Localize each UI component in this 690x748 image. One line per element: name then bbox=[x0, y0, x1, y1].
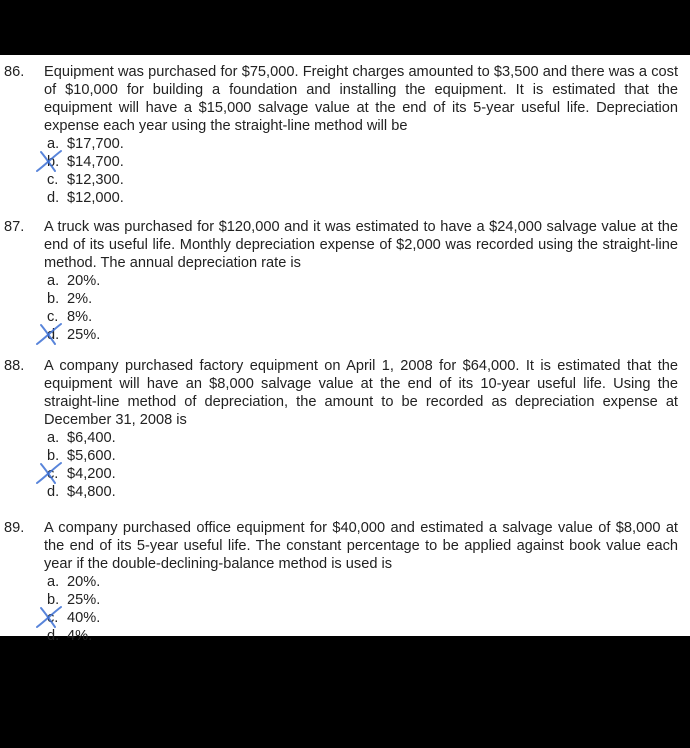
answer-option[interactable] bbox=[47, 627, 100, 645]
question-stem: A company purchased office equipment for $40,000 and estimated a salvage value of $8,000 at the end of its 5-year useful life. The constant percentage to be applied against book value each year if the double-declining-balance method is used is bbox=[44, 520, 678, 572]
option-letter: c. bbox=[47, 309, 59, 325]
question-number: 87. bbox=[4, 219, 25, 235]
answer-options bbox=[47, 573, 100, 645]
option-text: $12,300. bbox=[67, 172, 124, 188]
option-letter: d. bbox=[47, 628, 60, 644]
option-letter: b. bbox=[47, 448, 60, 464]
option-letter: c. bbox=[47, 610, 59, 626]
handwritten-x-mark-icon bbox=[35, 461, 63, 485]
answer-option[interactable] bbox=[47, 272, 100, 290]
answer-option[interactable] bbox=[47, 171, 124, 189]
option-text: $17,700. bbox=[67, 136, 124, 152]
option-text: $4,200. bbox=[67, 466, 116, 482]
option-text: $6,400. bbox=[67, 430, 116, 446]
answer-option[interactable] bbox=[47, 326, 100, 344]
question-stem: A company purchased factory equipment on April 1, 2008 for $64,000. It is estimated that the equipment will have an $8,000 salvage value at the end of its 10-year useful life. Using the straight-line method of depreciation, the amount to be recorded as depreciation expense at December 31, 2008 is bbox=[44, 358, 678, 428]
answer-options bbox=[47, 135, 124, 207]
option-text: 20%. bbox=[67, 273, 101, 289]
answer-option[interactable] bbox=[47, 465, 116, 483]
answer-option[interactable] bbox=[47, 483, 116, 501]
answer-option[interactable] bbox=[47, 290, 100, 308]
option-text: 2%. bbox=[67, 291, 93, 307]
option-text: 20%. bbox=[67, 574, 101, 590]
option-text: 8%. bbox=[67, 309, 93, 325]
answer-option[interactable] bbox=[47, 429, 116, 447]
option-text: 25%. bbox=[67, 592, 101, 608]
answer-option[interactable] bbox=[47, 609, 100, 627]
question-stem: Equipment was purchased for $75,000. Freight charges amounted to $3,500 and there was a cost of $10,000 for building a foundation and installing the equipment. It is estimated that the equipment will have a $15,000 salvage value at the end of its 5-year useful life. Depreciation expense each year using the straight-line method will be bbox=[44, 64, 678, 134]
option-letter: d. bbox=[47, 327, 60, 343]
question-number: 88. bbox=[4, 358, 25, 374]
answer-option[interactable] bbox=[47, 573, 100, 591]
option-text: 25%. bbox=[67, 327, 101, 343]
option-letter: b. bbox=[47, 154, 60, 170]
option-text: $14,700. bbox=[67, 154, 124, 170]
question-stem: A truck was purchased for $120,000 and it was estimated to have a $24,000 salvage value at the end of its useful life. Monthly depreciation expense of $2,000 was recorded using the straight-line method. The annual depreciation rate is bbox=[44, 219, 678, 271]
answer-options bbox=[47, 272, 100, 344]
handwritten-x-mark-icon bbox=[35, 605, 63, 629]
answer-options bbox=[47, 429, 116, 501]
option-text: 40%. bbox=[67, 610, 101, 626]
option-text: 4%. bbox=[67, 628, 93, 644]
question-number: 89. bbox=[4, 520, 25, 536]
answer-option[interactable] bbox=[47, 153, 124, 171]
option-letter: a. bbox=[47, 136, 60, 152]
option-letter: a. bbox=[47, 430, 60, 446]
handwritten-x-mark-icon bbox=[35, 322, 63, 346]
option-letter: d. bbox=[47, 190, 60, 206]
option-letter: d. bbox=[47, 484, 60, 500]
option-letter: c. bbox=[47, 466, 59, 482]
answer-option[interactable] bbox=[47, 189, 124, 207]
option-text: $5,600. bbox=[67, 448, 116, 464]
handwritten-x-mark-icon bbox=[35, 149, 63, 173]
option-letter: b. bbox=[47, 291, 60, 307]
option-letter: a. bbox=[47, 574, 60, 590]
option-text: $4,800. bbox=[67, 484, 116, 500]
option-letter: c. bbox=[47, 172, 59, 188]
question-number: 86. bbox=[4, 64, 25, 80]
option-letter: b. bbox=[47, 592, 60, 608]
option-letter: a. bbox=[47, 273, 60, 289]
option-text: $12,000. bbox=[67, 190, 124, 206]
